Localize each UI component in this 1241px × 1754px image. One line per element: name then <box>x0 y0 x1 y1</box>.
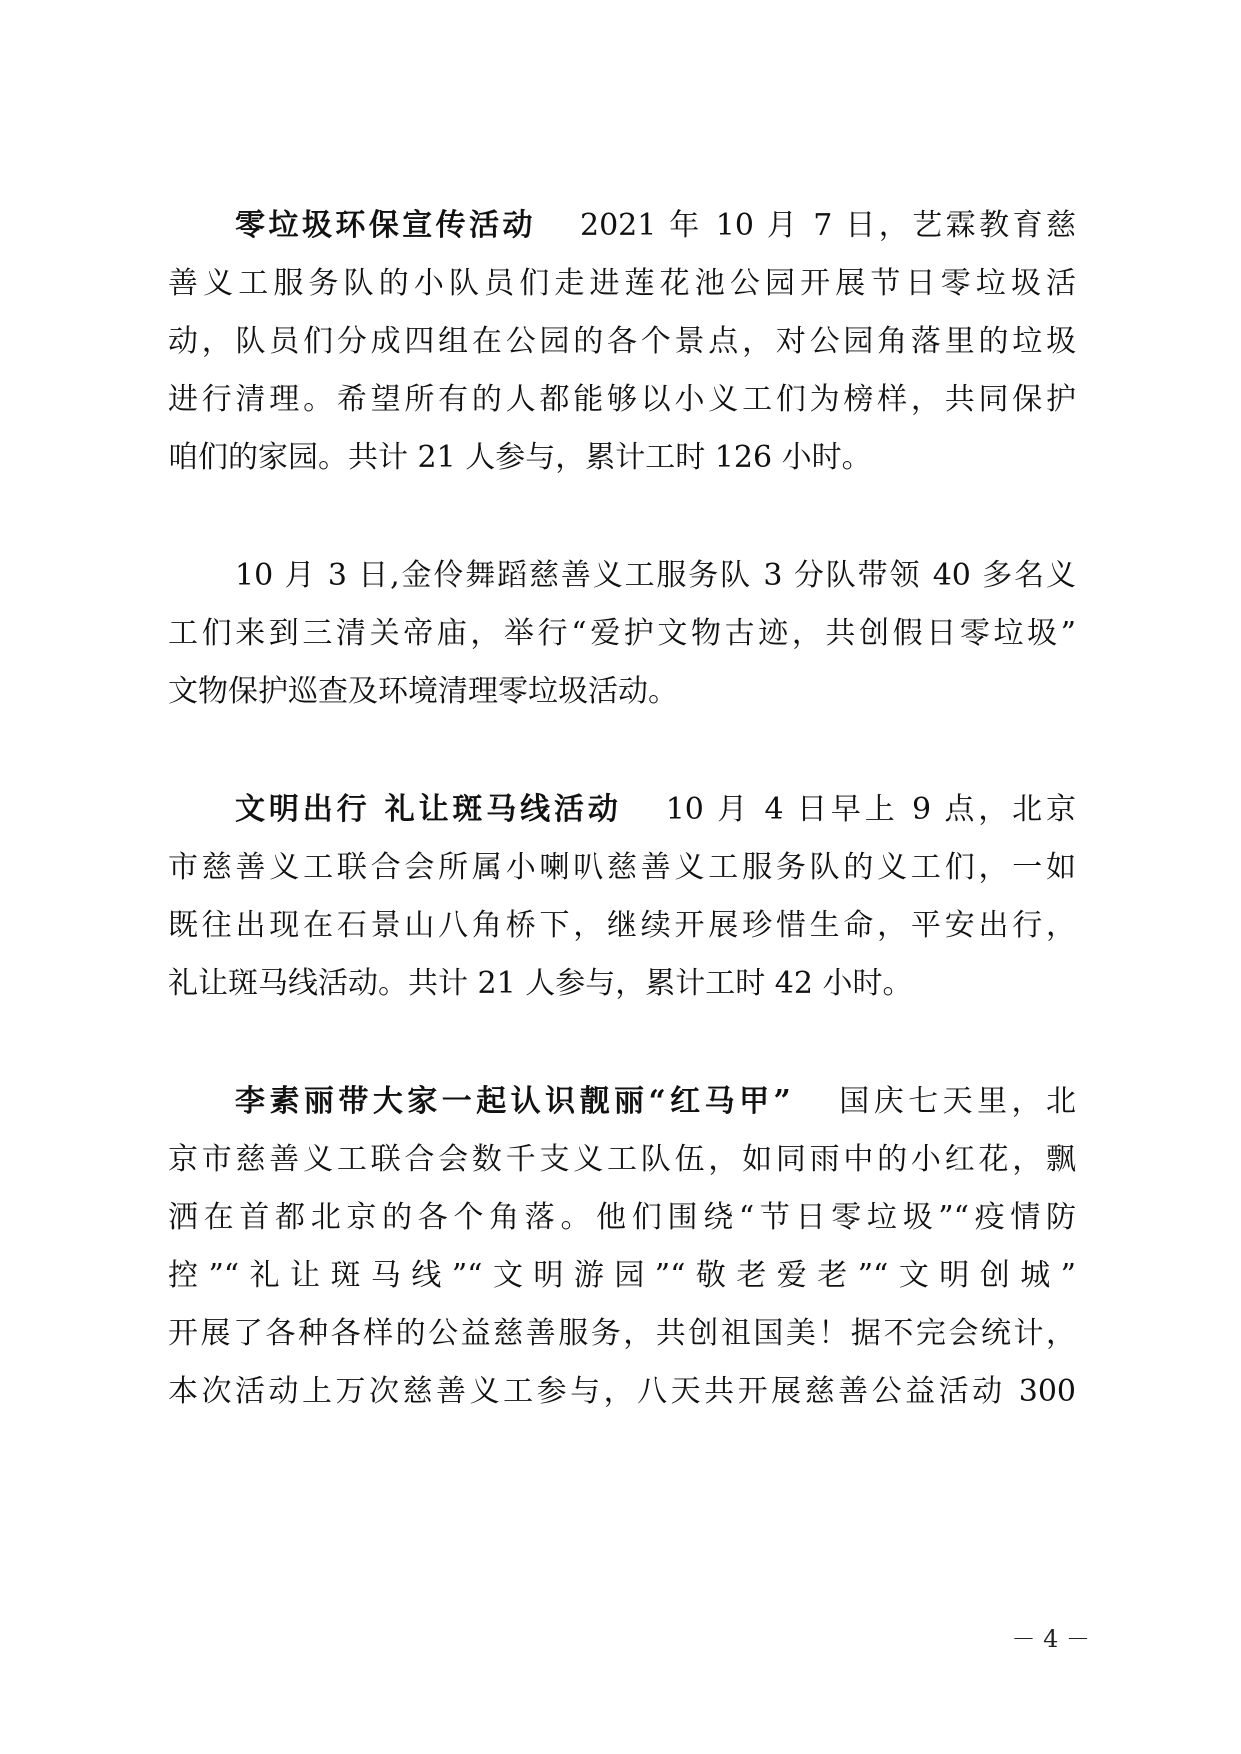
paragraph-2-line-1: 10 月 3 日,金伶舞蹈慈善义工服务队 3 分队带领 40 多名义 <box>235 558 1076 593</box>
paragraph-3-line-3: 既往出现在石景山八角桥下，继续开展珍惜生命，平安出行， <box>168 908 1076 943</box>
paragraph-1-line-5: 咱们的家园。共计 21 人参与，累计工时 126 小时。 <box>168 440 872 475</box>
paragraph-2-line-3: 文物保护巡查及环境清理零垃圾活动。 <box>168 674 678 709</box>
paragraph-3-line-1 <box>235 790 1076 830</box>
paragraph-2-line-2: 工们来到三清关帝庙，举行“爱护文物古迹，共创假日零垃圾” <box>168 616 1076 651</box>
paragraph-4-line-3: 洒在首都北京的各个角落。他们围绕“节日零垃圾”“疫情防 <box>168 1200 1076 1235</box>
paragraph-4-text: 国庆七天里，北 <box>834 1084 1076 1119</box>
section-heading-red-vest: 李素丽带大家一起认识靓丽“红马甲” <box>235 1084 791 1119</box>
paragraph-4-line-2: 京市慈善义工联合会数千支义工队伍，如同雨中的小红花，飘 <box>168 1142 1076 1177</box>
paragraph-1-line-1 <box>235 206 1076 246</box>
paragraph-1-line-2: 善义工服务队的小队员们走进莲花池公园开展节日零垃圾活 <box>168 266 1076 301</box>
paragraph-1-text: 2021 年 10 月 7 日，艺霖教育慈 <box>579 208 1076 243</box>
paragraph-4-line-6: 本次活动上万次慈善义工参与，八天共开展慈善公益活动 300 <box>168 1374 1076 1409</box>
paragraph-4-line-5: 开展了各种各样的公益慈善服务，共创祖国美！据不完会统计， <box>168 1316 1076 1351</box>
section-heading-zebra-crossing: 文明出行 礼让斑马线活动 <box>235 792 622 827</box>
section-heading-zero-waste: 零垃圾环保宣传活动 <box>235 208 536 243</box>
paragraph-4-line-1 <box>235 1082 1076 1122</box>
paragraph-1-line-4: 进行清理。希望所有的人都能够以小义工们为榜样，共同保护 <box>168 382 1076 417</box>
paragraph-3-line-4: 礼让斑马线活动。共计 21 人参与，累计工时 42 小时。 <box>168 966 913 1001</box>
page-number: － 4 － <box>1011 1625 1090 1653</box>
paragraph-3-text: 10 月 4 日早上 9 点，北京 <box>665 792 1076 827</box>
paragraph-1-line-3: 动，队员们分成四组在公园的各个景点，对公园角落里的垃圾 <box>168 324 1076 359</box>
paragraph-3-line-2: 市慈善义工联合会所属小喇叭慈善义工服务队的义工们，一如 <box>168 850 1076 885</box>
paragraph-4-line-4: 控”“礼让斑马线”“文明游园”“敬老爱老”“文明创城” <box>168 1258 1076 1293</box>
